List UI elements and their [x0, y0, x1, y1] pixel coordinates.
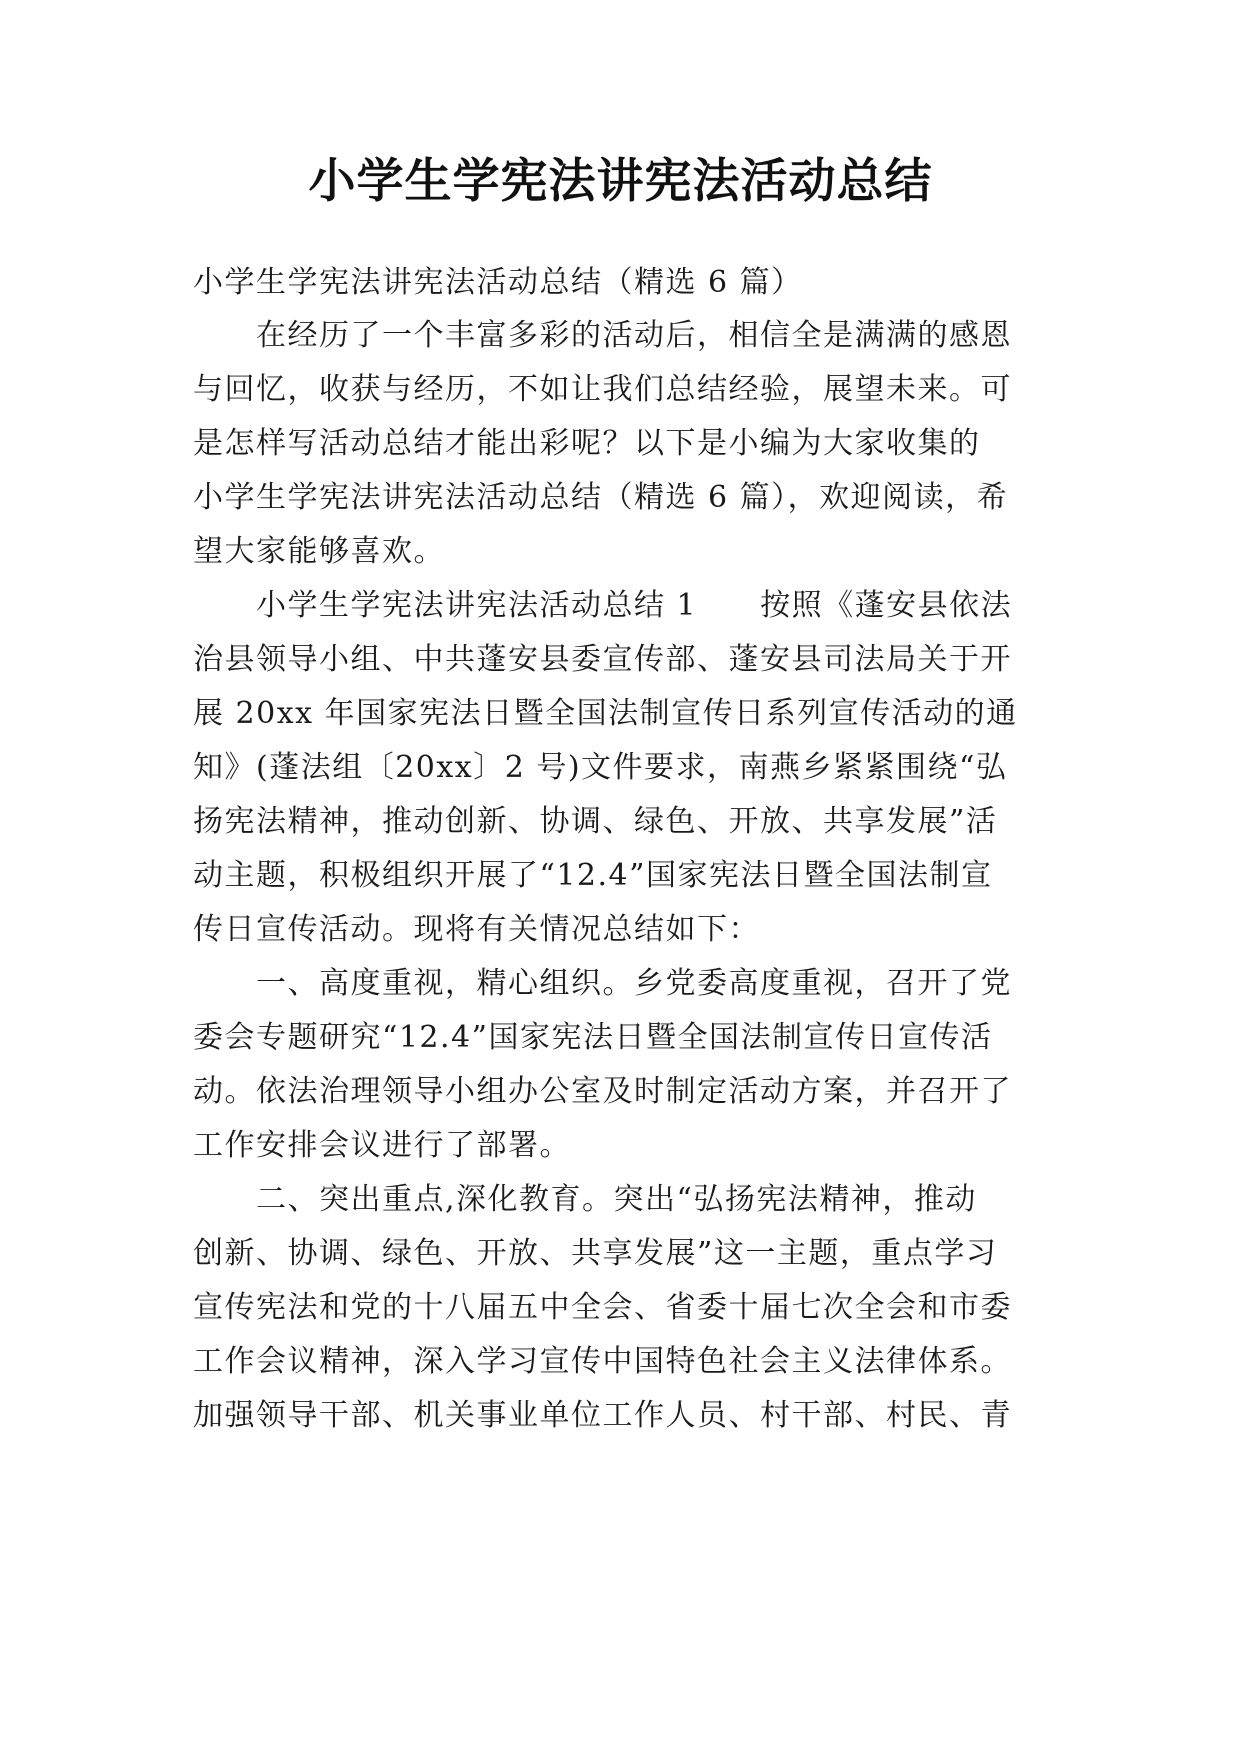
text-line: 宣传宪法和党的十八届五中全会、省委十届七次全会和市委 [193, 1290, 1012, 1325]
text-line: 小学生学宪法讲宪法活动总结（精选 6 篇），欢迎阅读，希 [193, 480, 1009, 515]
text-line: 望大家能够喜欢。 [193, 534, 445, 569]
text-line: 是怎样写活动总结才能出彩呢？以下是小编为大家收集的 [193, 426, 981, 461]
text-line: 动。依法治理领导小组办公室及时制定活动方案，并召开了 [193, 1074, 1012, 1109]
text-line: 治县领导小组、中共蓬安县委宣传部、蓬安县司法局关于开 [193, 642, 1012, 677]
text-line: 动主题，积极组织开展了“12.4”国家宪法日暨全国法制宣 [193, 858, 993, 893]
text-line: 二、突出重点,深化教育。突出“弘扬宪法精神，推动 [256, 1182, 977, 1217]
subtitle-line: 小学生学宪法讲宪法活动总结（精选 6 篇） [193, 265, 803, 300]
text-line: 工作会议精神，深入学习宣传中国特色社会主义法律体系。 [193, 1344, 1012, 1379]
text-line: 与回忆，收获与经历，不如让我们总结经验，展望未来。可 [193, 372, 1012, 407]
text-line: 在经历了一个丰富多彩的活动后，相信全是满满的感恩 [256, 318, 1012, 353]
text-line: 创新、协调、绿色、开放、共享发展”这一主题，重点学习 [193, 1236, 998, 1271]
text-line: 传日宣传活动。现将有关情况总结如下： [193, 912, 760, 947]
text-line: 知》(蓬法组〔20xx〕2 号)文件要求，南燕乡紧紧围绕“弘 [193, 750, 1008, 785]
text-line: 加强领导干部、机关事业单位工作人员、村干部、村民、青 [193, 1398, 1012, 1433]
text-line: 一、高度重视，精心组织。乡党委高度重视，召开了党 [256, 966, 1012, 1001]
text-line: 工作安排会议进行了部署。 [193, 1128, 571, 1163]
document-title: 小学生学宪法讲宪法活动总结 [308, 154, 933, 209]
text-line: 扬宪法精神，推动创新、协调、绿色、开放、共享发展”活 [193, 804, 998, 839]
text-line: 展 20xx 年国家宪法日暨全国法制宣传日系列宣传活动的通 [193, 696, 1018, 731]
text-line: 委会专题研究“12.4”国家宪法日暨全国法制宣传日宣传活 [193, 1020, 993, 1055]
text-line: 小学生学宪法讲宪法活动总结 1 按照《蓬安县依法 [256, 588, 1013, 623]
